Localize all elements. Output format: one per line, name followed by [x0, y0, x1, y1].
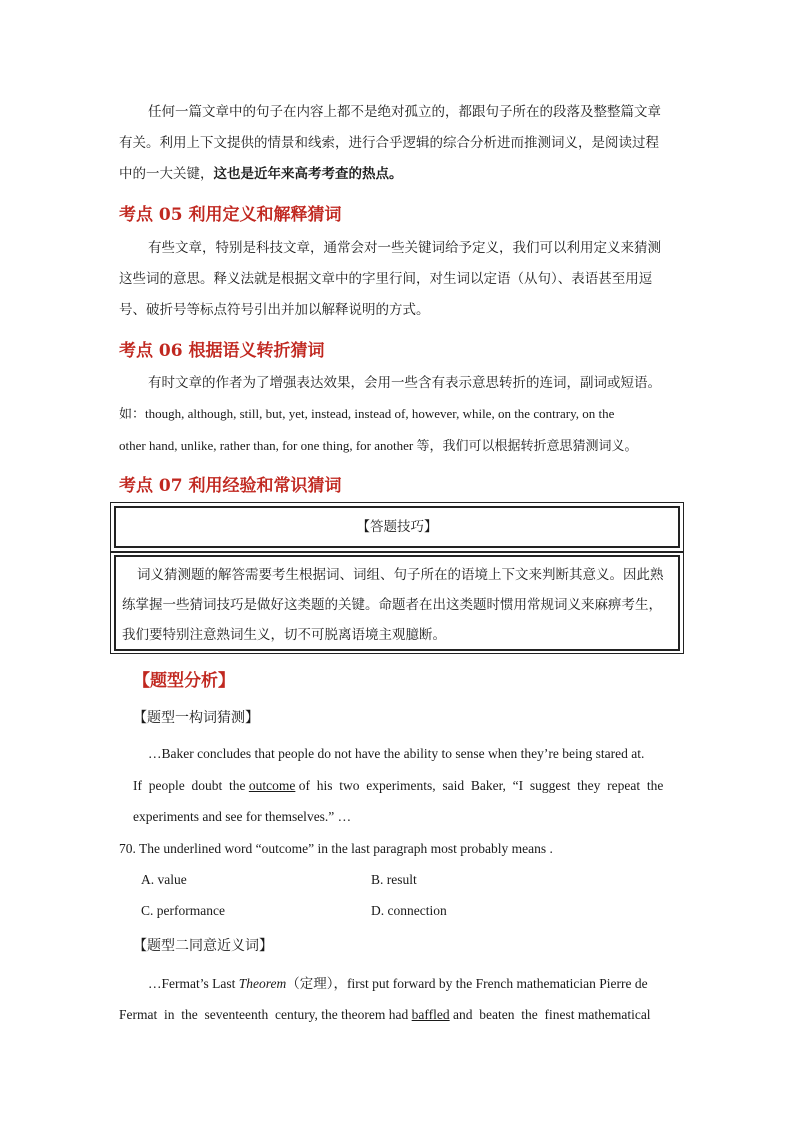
passage-2-line-1-a: …Fermat’s Last [148, 976, 239, 991]
passage-2-line-2-a: Fermat in the seventeenth century, the theorem had [119, 1007, 412, 1022]
intro-line-3-normal: 中的一大关键， [119, 166, 214, 182]
passage-1-line-2-b: of his two experiments, said Baker, “I suggest they repeat the [295, 778, 664, 793]
section-06-title: 考点 06 根据语义转折猜词 [119, 341, 325, 361]
sec05-line-2: 这些词的意思。释义法就是根据文章中的字里行间，对生词以定语（从句）、表语甚至用逗 [119, 271, 653, 287]
option-d[interactable]: D. connection [371, 903, 447, 918]
passage-1-line-2-a: If people doubt the [133, 778, 249, 793]
sec06-line-2: 如：though, although, still, but, yet, instead, instead of, however, while, on the contrary, on the [119, 406, 615, 421]
type-2-label: 【题型二同意近义词】 [133, 938, 273, 954]
passage-1-line-1 [148, 737, 644, 770]
option-c[interactable]: C. performance [141, 903, 225, 918]
sec06-line-3: other hand, unlike, rather than, for one thing, for another 等，我们可以根据转折意思猜测词义。 [119, 438, 638, 453]
underlined-word-outcome: outcome [248, 778, 296, 793]
passage-2-line-1 [148, 967, 648, 1000]
tips-header-box [110, 502, 684, 552]
intro-line-2: 有关。利用上下文提供的情景和线索，进行合乎逻辑的综合分析进而推测词义，是阅读过程 [119, 135, 659, 151]
tips-line-3: 我们要特别注意熟词生义，切不可脱离语境主观臆断。 [122, 627, 446, 643]
section-05-title: 考点 05 利用定义和解释猜词 [119, 205, 342, 225]
tips-body-box [110, 552, 684, 654]
tips-header: 【答题技巧】 [356, 519, 438, 535]
passage-1-line-3: experiments and see for themselves.” … [133, 809, 352, 824]
sec06-line-1: 有时文章的作者为了增强表达效果，会用一些含有表示意思转折的连词，副词或短语。 [148, 375, 661, 391]
intro-line-3 [119, 158, 403, 191]
section-07-title: 考点 07 利用经验和常识猜词 [119, 476, 342, 496]
intro-line-3-bold: 这也是近年来高考考查的热点。 [213, 166, 403, 182]
italic-word-theorem: Theorem [238, 976, 287, 991]
tips-line-2: 练掌握一些猜词技巧是做好这类题的关键。命题者在出这类题时惯用常规词义来麻痹考生， [122, 597, 662, 613]
passage-1-line-2 [133, 769, 663, 802]
option-b[interactable]: B. result [371, 872, 417, 887]
underlined-word-baffled: baffled [411, 1007, 450, 1022]
passage-1-line-1-text: …Baker concludes that people do not have the ability to sense when they’re being stared at. [148, 746, 645, 761]
passage-2-line-2 [119, 998, 651, 1031]
passage-2-line-1-b: （定理），first put forward by the French mathematician Pierre de [286, 976, 648, 991]
sec05-line-3: 号、破折号等标点符号引出并加以解释说明的方式。 [119, 302, 430, 318]
sec05-line-1: 有些文章，特别是科技文章，通常会对一些关键词给予定义，我们可以利用定义来猜测 [148, 240, 661, 256]
type-1-label: 【题型一构词猜测】 [133, 710, 259, 726]
question-70: 70. The underlined word “outcome” in the last paragraph most probably means . [119, 841, 553, 856]
tips-line-1: 词义猜测题的解答需要考生根据词、词组、句子所在的语境上下文来判断其意义。因此熟 [137, 567, 664, 583]
intro-line-1: 任何一篇文章中的句子在内容上都不是绝对孤立的，都跟句子所在的段落及整整篇文章 [148, 104, 661, 120]
analysis-title: 【题型分析】 [133, 671, 235, 691]
option-a[interactable]: A. value [141, 872, 187, 887]
passage-2-line-2-b: and beaten the finest mathematical [449, 1007, 651, 1022]
